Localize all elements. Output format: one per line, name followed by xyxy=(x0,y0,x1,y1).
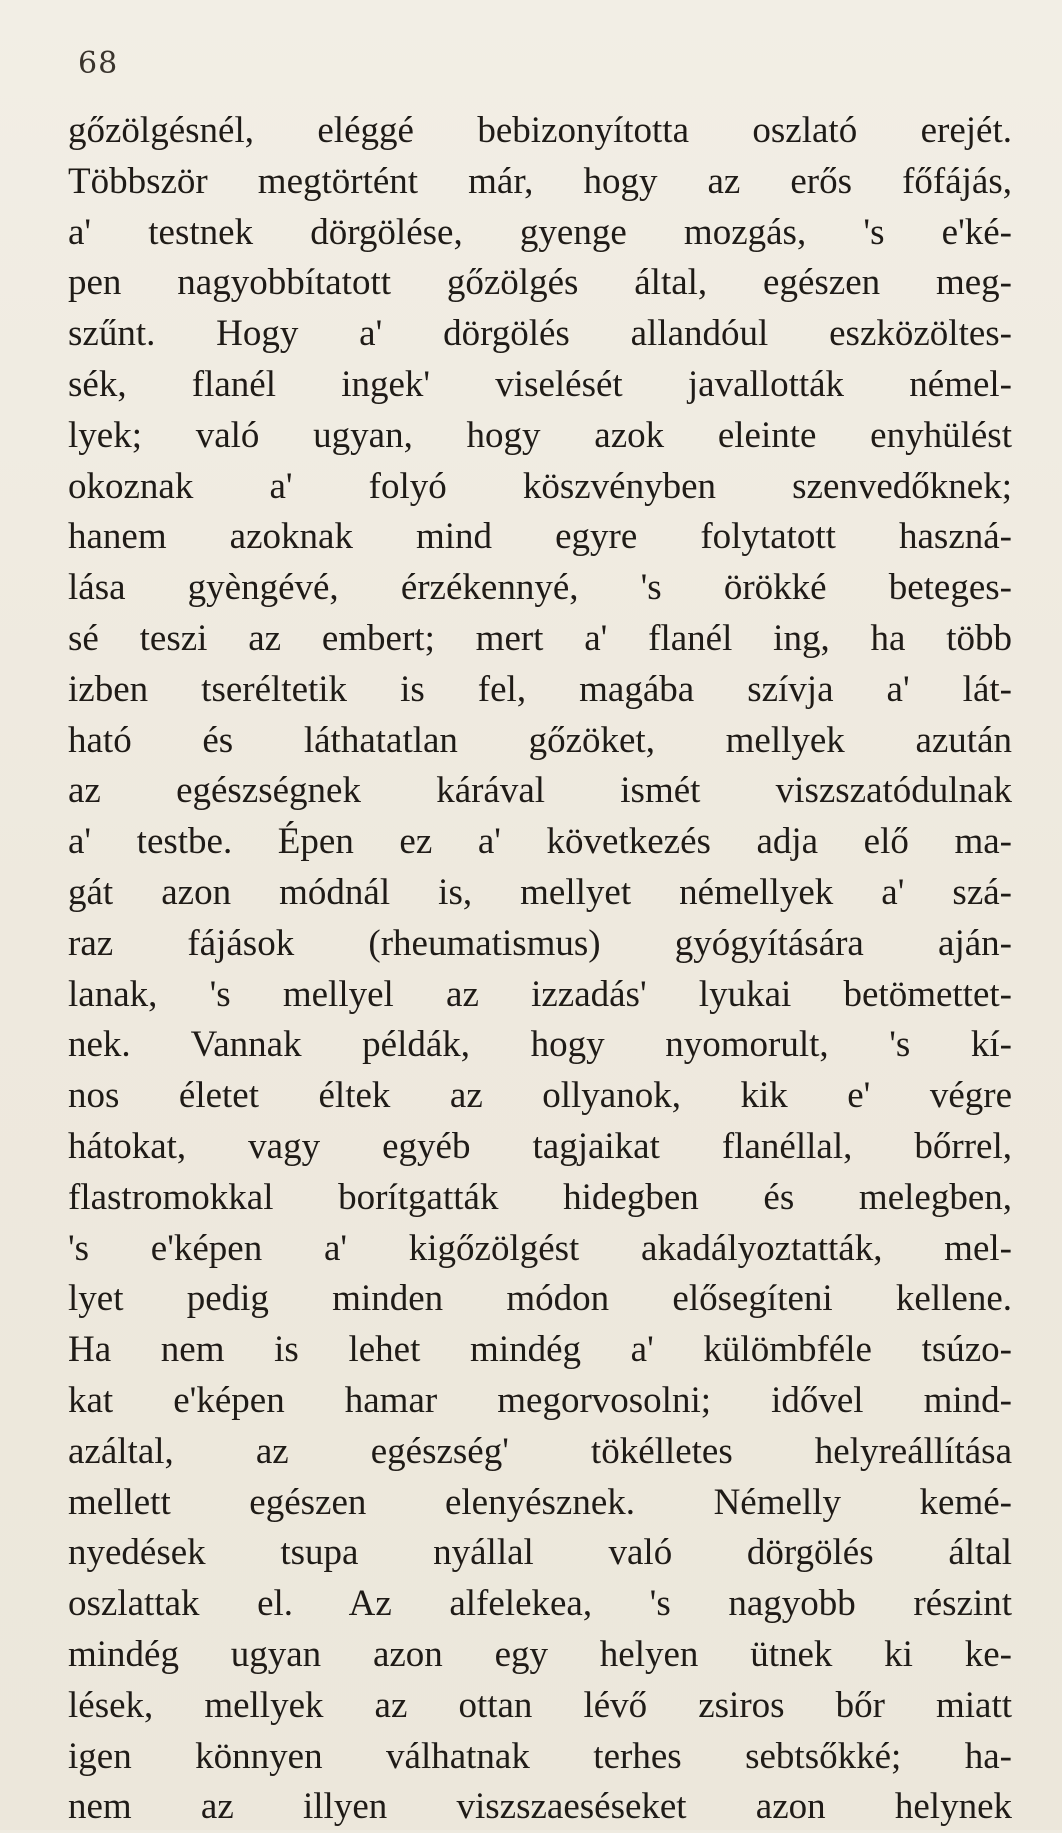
body-text xyxy=(68,106,1012,1833)
text-line: hanem azoknak mind egyre folytatott haszná- xyxy=(68,516,1012,558)
text-line: lása gyèngévé, érzékennyé, 's örökké beteges- xyxy=(68,567,1012,609)
text-line: lések, mellyek az ottan lévő zsiros bőr miatt xyxy=(68,1684,1012,1726)
text-line: flastromokkal borítgatták hidegben és melegben, xyxy=(68,1176,1012,1218)
text-line: Többször megtörtént már, hogy az erős főfájás, xyxy=(68,160,1012,202)
text-line: lyet pedig minden módon elősegíteni kellene. xyxy=(68,1278,1012,1320)
text-line: izben tseréltetik is fel, magába szívja a' lát- xyxy=(68,668,1012,710)
text-line: 's e'képen a' kigőzölgést akadályoztatták, mel- xyxy=(68,1227,1012,1269)
text-line: nyedések tsupa nyállal való dörgölés által xyxy=(68,1532,1012,1574)
text-line: a' testnek dörgölése, gyenge mozgás, 's e'ké- xyxy=(68,211,1012,253)
text-line: pen nagyobbítatott gőzölgés által, egészen meg- xyxy=(68,262,1012,304)
text-line: Ha nem is lehet mindég a' külömbféle tsúzo- xyxy=(68,1329,1012,1371)
text-line: nek. Vannak példák, hogy nyomorult, 's kí- xyxy=(68,1024,1012,1066)
text-line: okoznak a' folyó köszvényben szenvedőknek; xyxy=(68,465,1012,507)
text-line: mindég ugyan azon egy helyen ütnek ki ke- xyxy=(68,1633,1012,1675)
text-line: mellett egészen elenyésznek. Némelly kemé- xyxy=(68,1481,1012,1523)
page-number: 68 xyxy=(78,46,119,81)
text-line: gőzölgésnél, eléggé bebizonyította oszlató erejét. xyxy=(68,110,1012,151)
text-line: ható és láthatatlan gőzöket, mellyek azután xyxy=(68,719,1012,761)
text-line: azáltal, az egészség' tökélletes helyreállítása xyxy=(68,1430,1012,1472)
text-line: nos életet éltek az ollyanok, kik e' végre xyxy=(68,1075,1012,1117)
text-line: oszlattak el. Az alfelekea, 's nagyobb részint xyxy=(68,1583,1012,1625)
text-line: nem az illyen viszszaeséseket azon helynek xyxy=(68,1786,1012,1828)
text-line: lanak, 's mellyel az izzadás' lyukai betömettet- xyxy=(68,973,1012,1015)
text-line: kat e'képen hamar megorvosolni; idővel mind- xyxy=(68,1379,1012,1421)
text-line: raz fájások (rheumatismus) gyógyítására aján- xyxy=(68,922,1012,964)
text-line: sé teszi az embert; mert a' flanél ing, ha több xyxy=(68,617,1012,659)
text-line: a' testbe. Épen ez a' következés adja elő ma- xyxy=(68,821,1012,863)
text-line: igen könnyen válhatnak terhes sebtsőkké; ha- xyxy=(68,1735,1012,1777)
text-line: hátokat, vagy egyéb tagjaikat flanéllal, bőrrel, xyxy=(68,1125,1012,1167)
text-line: szűnt. Hogy a' dörgölés allandóul eszközöltes- xyxy=(68,313,1012,355)
text-line: az egészségnek kárával ismét viszszatódulnak xyxy=(68,770,1012,812)
text-line: gát azon módnál is, mellyet némellyek a' szá- xyxy=(68,871,1012,913)
text-line: lyek; való ugyan, hogy azok eleinte enyhülést xyxy=(68,414,1012,456)
text-line: sék, flanél ingek' viselését javallották némel- xyxy=(68,363,1012,405)
